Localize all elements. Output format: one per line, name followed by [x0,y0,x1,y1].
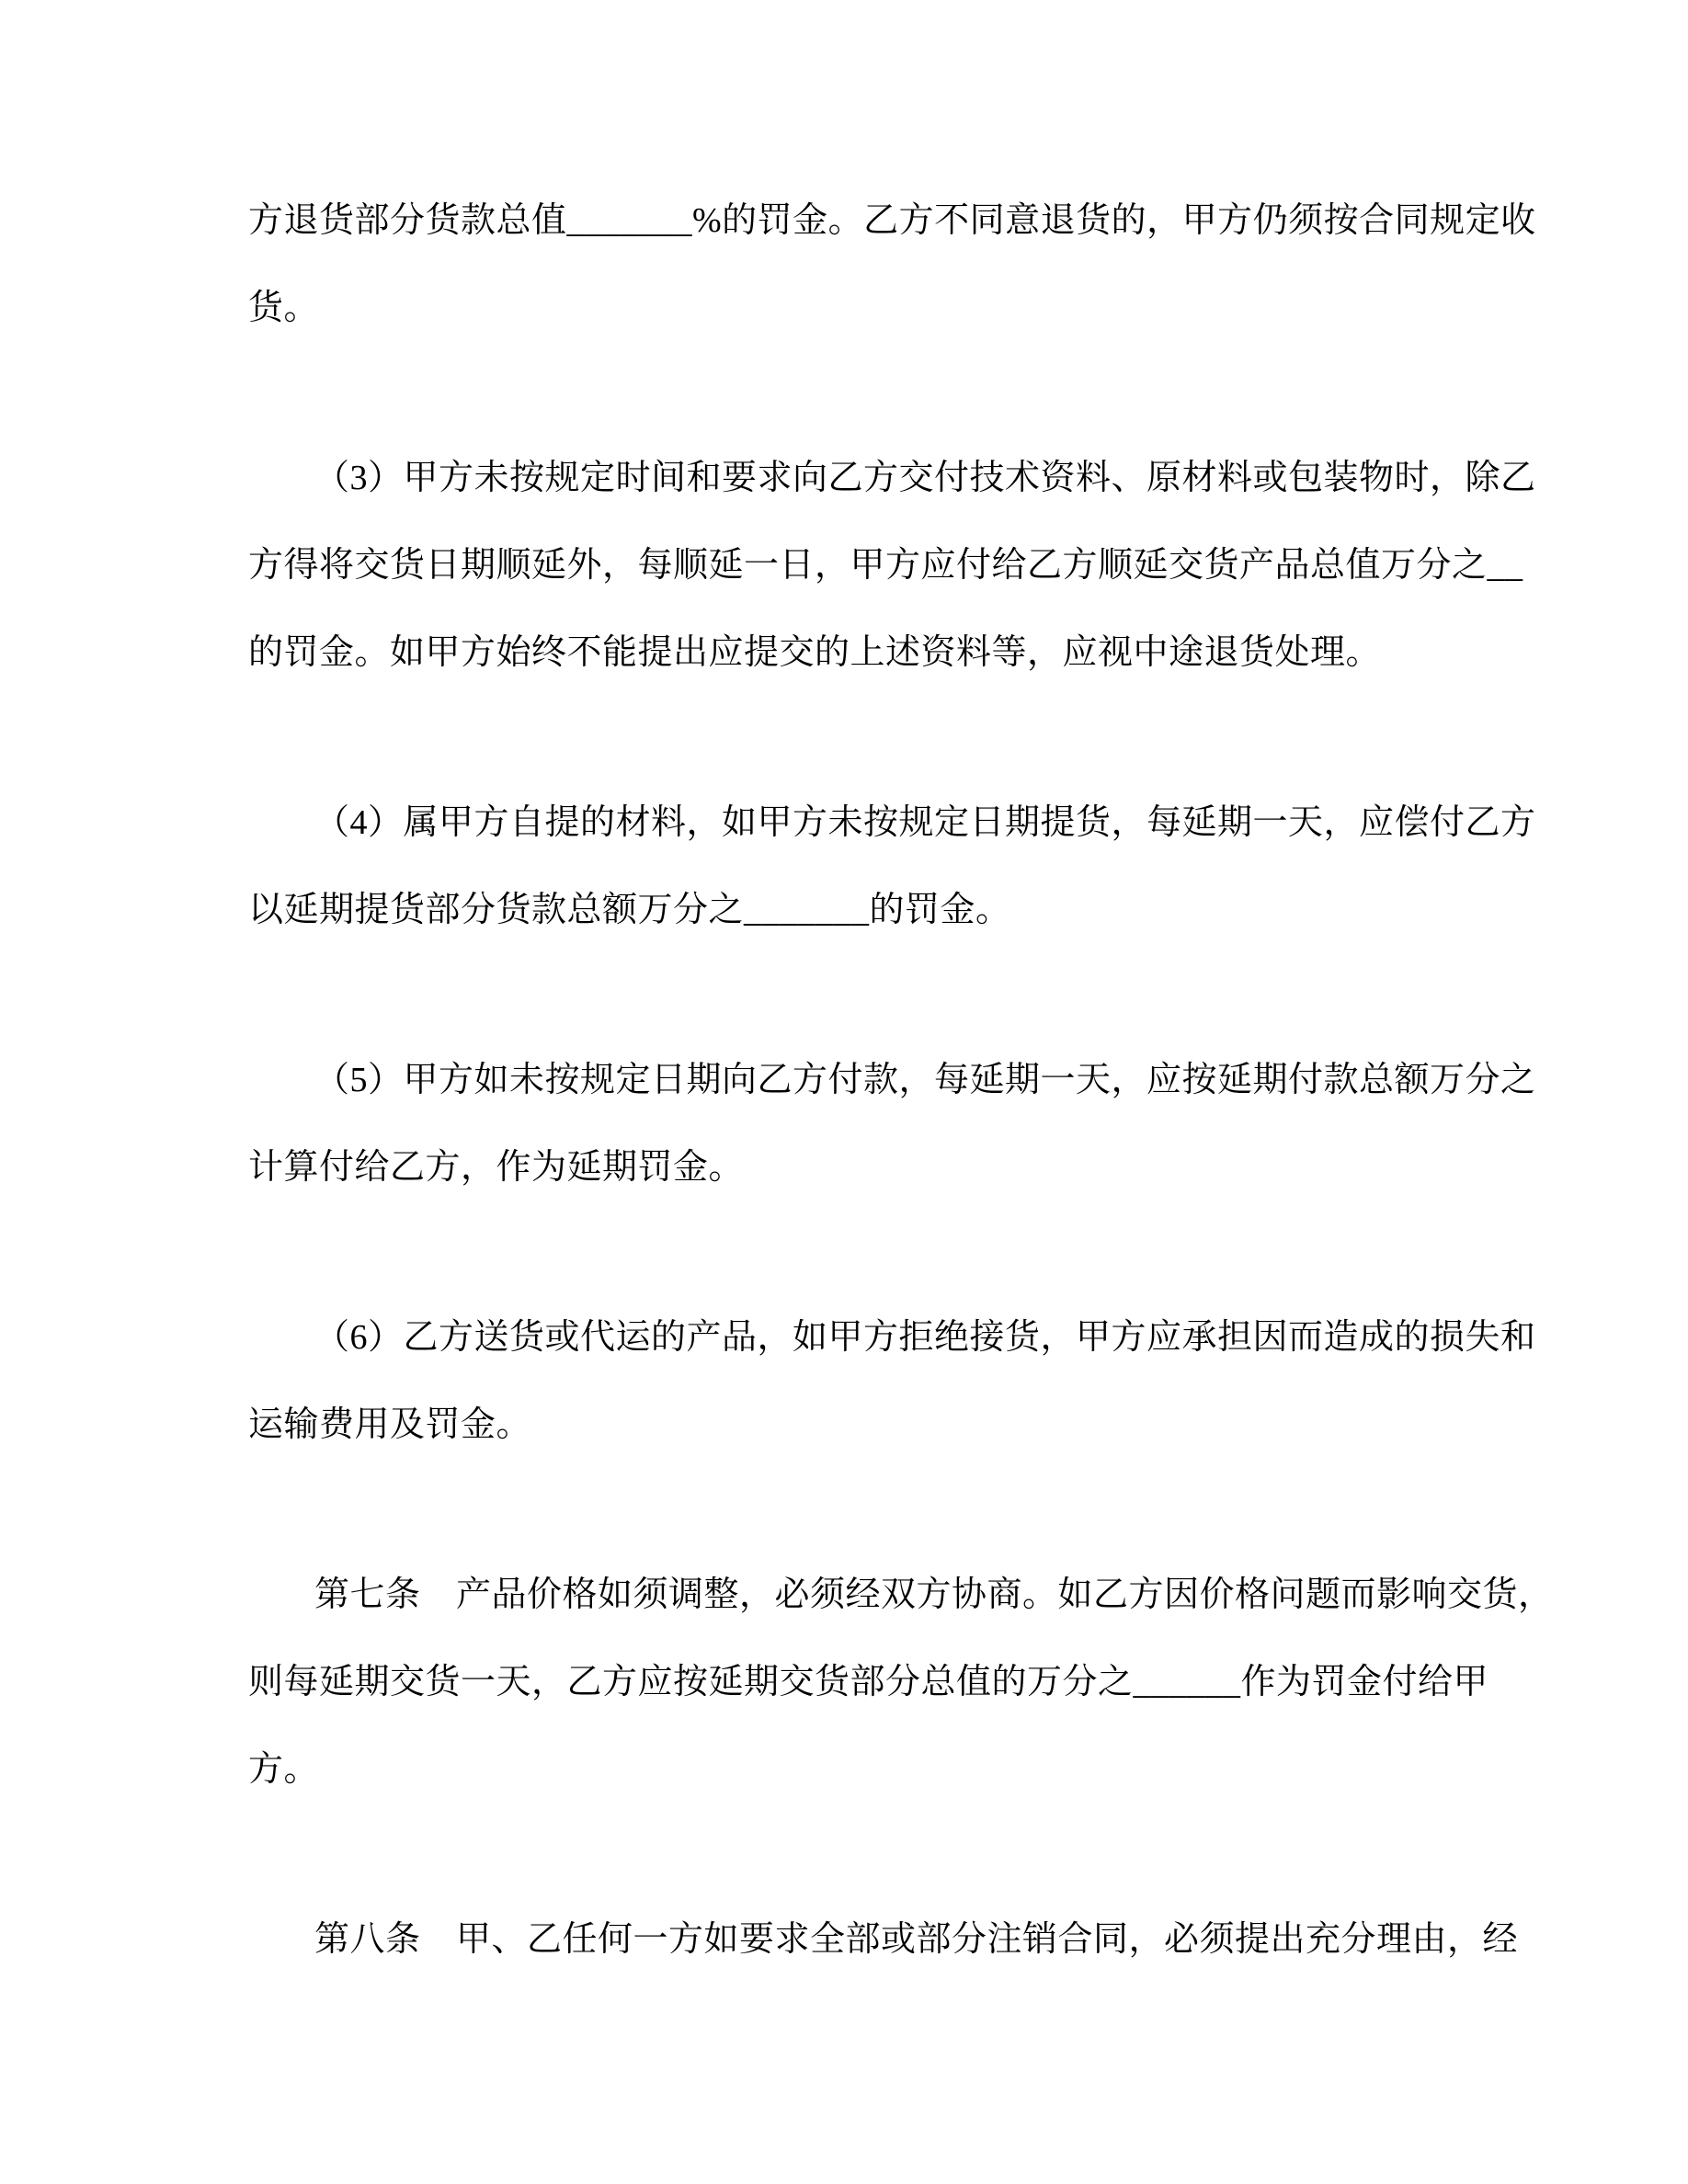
text-line: 方退货部分货款总值_______%的罚金。乙方不同意退货的，甲方仍须按合同规定收 [248,201,1536,240]
para-clause-5 [248,1037,1536,1211]
text-line: 以延期提货部分货款总额万分之_______的罚金。 [248,891,1011,929]
para-clause-4 [248,779,1536,954]
text-line: 的罚金。如甲方始终不能提出应提交的上述资料等，应视中途退货处理。 [248,633,1382,672]
text-line: 运输费用及罚金。 [248,1405,532,1444]
text-line: 则每延期交货一天，乙方应按延期交货部分总值的万分之______作为罚金付给甲 [248,1663,1489,1701]
para-article-8 [248,1896,1519,1984]
text-line: 第七条 产品价格如须调整，必须经双方协商。如乙方因价格问题而影响交货， [314,1575,1554,1614]
text-line: 计算付给乙方，作为延期罚金。 [248,1148,745,1187]
text-line: （6）乙方送货或代运的产品，如甲方拒绝接货，甲方应承担因而造成的损失和 [314,1318,1536,1357]
text-line: （4）属甲方自提的材料，如甲方未按规定日期提货，每延期一天，应偿付乙方 [314,803,1536,842]
text-line: （5）甲方如未按规定日期向乙方付款，每延期一天，应按延期付款总额万分之 [314,1061,1536,1099]
para-clause-3 [248,435,1536,697]
text-line: 货。 [248,289,320,327]
text-line: 方。 [248,1750,320,1789]
text-line: 方得将交货日期顺延外，每顺延一日，甲方应付给乙方顺延交货产品总值万分之__ [248,546,1523,585]
text-line: （3）甲方未按规定时间和要求向乙方交付技术资料、原材料或包装物时，除乙 [314,459,1536,497]
text-line: 第八条 甲、乙任何一方如要求全部或部分注销合同，必须提出充分理由，经 [314,1920,1519,1959]
document-content [248,177,1554,1984]
para-clause-6 [248,1294,1536,1469]
para-article-7 [248,1552,1554,1814]
para-continuation [248,177,1536,352]
